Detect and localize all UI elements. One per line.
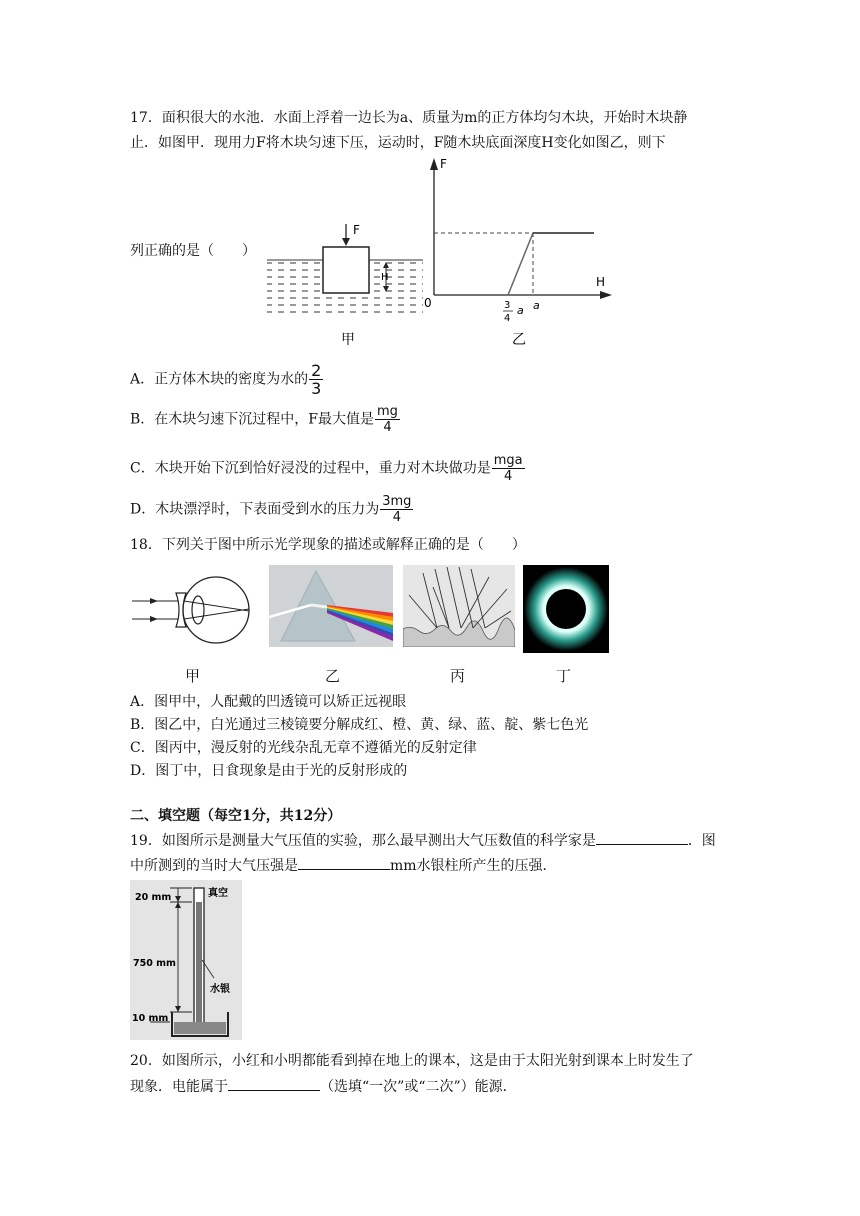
q17-option-d[interactable] — [130, 494, 413, 525]
f-h-line — [508, 233, 533, 295]
fig19-torricelli — [130, 880, 242, 1040]
moon-disc — [546, 589, 586, 629]
q17-line1: 17．面积很大的水池．水面上浮着一边长为a、质量为m的正方体均匀木块，开始时木块静 — [130, 110, 688, 126]
tick-a2: a — [533, 299, 540, 312]
frac-den: 4 — [383, 420, 392, 435]
fig17-jia — [265, 218, 425, 348]
option-text: A．正方体木块的密度为水的 — [130, 371, 309, 388]
frac-num: mg — [377, 404, 398, 419]
force-label: F — [353, 223, 360, 237]
option-text: C．木块开始下沉到恰好浸没的过程中，重力对木块做功是 — [130, 460, 491, 477]
q18-option-d[interactable]: D．图丁中，日食现象是由于光的反射形成的 — [130, 763, 408, 779]
q17-option-b[interactable] — [130, 404, 400, 435]
q19-line1 — [130, 830, 716, 851]
section2-title: 二、填空题（每空1分，共12分） — [130, 808, 342, 824]
label-vacuum: 真空 — [208, 888, 228, 899]
fig17-yi — [420, 152, 620, 350]
q18-option-c[interactable]: C．图丙中，漫反射的光线杂乱无章不遵循光的反射定律 — [130, 740, 477, 756]
q19-text-a: 19．如图所示是测量大气压值的实验，那么最早测出大气压数值的科学家是 — [130, 833, 596, 849]
answer-blank-1[interactable] — [596, 830, 688, 845]
q19-line2 — [130, 855, 557, 876]
label-750mm: 750 mm — [133, 958, 176, 969]
option-text: B．在木块匀速下沉过程中，F最大值是 — [130, 411, 375, 428]
q20-text-b: （选填“一次”或“二次”）能源． — [320, 1079, 517, 1095]
tick-a1: a — [517, 304, 524, 317]
tick-num: 3 — [504, 300, 511, 311]
fig18-yi — [269, 565, 393, 647]
depth-label: H — [381, 272, 389, 283]
yi-origin: 0 — [424, 296, 432, 310]
fig18-jia — [128, 565, 258, 665]
q18-option-a[interactable]: A．图甲中，人配戴的凹透镜可以矫正远视眼 — [130, 694, 407, 710]
q18-option-b[interactable]: B．图乙中，白光通过三棱镜要分解成红、橙、黄、绿、蓝、靛、紫七色光 — [130, 717, 589, 733]
q17-line3: 列正确的是（ ） — [130, 243, 256, 259]
frac-num: mga — [493, 453, 523, 468]
eye-icon — [183, 577, 249, 643]
fig-jia-caption: 甲 — [341, 332, 355, 348]
q19-text-b: ．图 — [687, 833, 716, 849]
yi-y-label: F — [440, 157, 447, 171]
concave-lens-icon — [176, 593, 186, 627]
label-20mm: 20 mm — [135, 892, 172, 903]
wood-block — [323, 247, 369, 293]
q17-option-c[interactable] — [130, 453, 525, 484]
fig-yi-caption: 乙 — [512, 332, 526, 348]
mercury-column — [196, 902, 202, 1026]
q19-text-d: mm水银柱所产生的压强． — [390, 858, 557, 874]
label-mercury: 水银 — [210, 984, 230, 995]
fig18-caption-yi: 乙 — [325, 667, 341, 685]
yi-x-label: H — [596, 275, 606, 289]
fig18-caption-bing: 丙 — [450, 667, 466, 685]
q18-stem: 18．下列关于图中所示光学现象的描述或解释正确的是（ ） — [130, 537, 526, 553]
q19-text-c: 中所测到的当时大气压强是 — [130, 858, 298, 874]
label-10mm: 10 mm — [132, 1013, 169, 1024]
q20-text-a: 现象．电能属于 — [130, 1079, 228, 1095]
q20-line1: 20．如图所示，小红和小明都能看到掉在地上的课本，这是由于太阳光射到课本上时发生了 — [130, 1053, 694, 1069]
fig18-bing — [403, 565, 515, 647]
frac-num: 2 — [311, 361, 322, 380]
q20-line2 — [130, 1076, 517, 1097]
frac-den: 4 — [392, 510, 401, 525]
q17-option-a[interactable] — [130, 362, 323, 397]
answer-blank-3[interactable] — [228, 1076, 320, 1091]
tick-den: 4 — [504, 313, 511, 324]
frac-den: 4 — [504, 469, 513, 484]
answer-blank-2[interactable] — [298, 855, 390, 870]
fig18-caption-ding: 丁 — [556, 667, 572, 685]
fig18-caption-jia: 甲 — [185, 667, 201, 685]
fig18-ding — [523, 565, 609, 653]
q17-line2: 止．如图甲．现用力F将木块匀速下压，运动时，F随木块底面深度H变化如图乙，则下 — [130, 135, 666, 151]
frac-den: 3 — [311, 379, 322, 398]
frac-num: 3mg — [382, 494, 412, 509]
option-text: D．木块漂浮时，下表面受到水的压力为 — [130, 501, 380, 518]
